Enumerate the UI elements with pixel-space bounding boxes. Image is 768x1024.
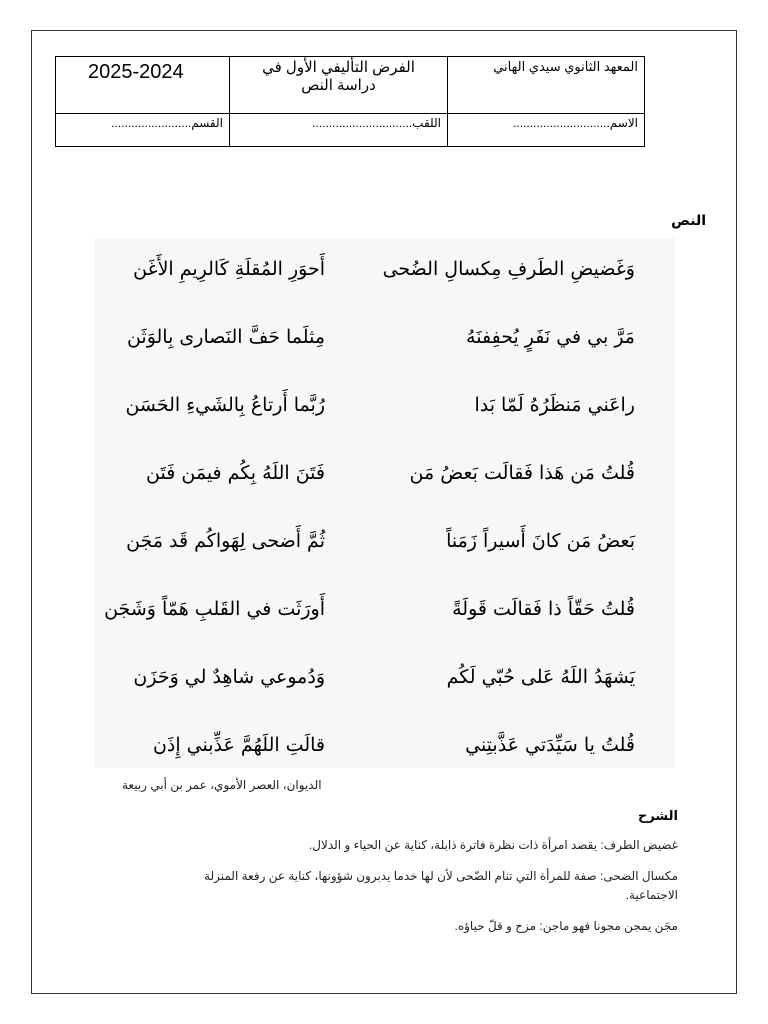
poem-source: الديوان، العصر الأموي، عمر بن أبي ربيعة [122, 778, 322, 792]
verse [95, 598, 675, 638]
school-name: المعهد الثانوي سيدي الهاني [448, 57, 645, 114]
explanation-section [150, 808, 678, 948]
verse [95, 258, 675, 298]
exam-title-line2: دراسة النص [301, 77, 376, 94]
verse-first-hemistich: قُلتُ حَقّاً ذا فَقالَت قَولَةً [452, 598, 635, 620]
school-year: 2025-2024 [56, 57, 230, 114]
verse-first-hemistich: بَعضُ مَن كانَ أَسيراً زَمَناً [446, 530, 635, 552]
verse-second-hemistich: وَدُموعي شاهِدٌ لي وَحَزَن [133, 666, 325, 688]
verse [95, 462, 675, 502]
name-field[interactable]: الاسم............................. [448, 114, 645, 147]
verse-first-hemistich: قُلتُ يا سَيِّدَتي عَذَّبتِني [465, 734, 635, 756]
explanation-item: غضيض الطرف: يقصد امرأة ذات نظرة فاترة ذابلة، كناية عن الحياء و الدلال. [308, 838, 678, 852]
verse-second-hemistich: قالَتِ اللَهُمَّ عَذِّبني إِذَن [152, 734, 325, 756]
verse [95, 530, 675, 570]
text-section-title: النص [671, 212, 706, 228]
verse-second-hemistich: رُبَّما أَرتاعُ بِالشَيءِ الحَسَن [125, 394, 325, 416]
verse [95, 734, 675, 774]
verse-first-hemistich: يَشهَدُ اللَهُ عَلى حُبّي لَكُم [446, 666, 635, 688]
verse-second-hemistich: ثُمَّ أَضحى لِهَواكُم قَد مَجَن [126, 530, 325, 552]
verse-second-hemistich: أَحوَرِ المُقلَةِ كَالرِيمِ الأَغَن [133, 258, 325, 280]
exam-title [230, 57, 448, 114]
verse-first-hemistich: قُلتُ مَن هَذا فَقالَت بَعضُ مَن [409, 462, 635, 484]
verse [95, 666, 675, 706]
explanation-title: الشرح [637, 808, 678, 823]
verse [95, 326, 675, 366]
explanation-item: مكسال الضحى: صفة للمرأة التي تنام الضّحى لأن لها خدما يدبرون شؤونها، كناية عن رفعة المنزلة الاجتماعية. [204, 869, 678, 902]
verse-second-hemistich: مِثلَما حَفَّ النَصارى بِالوَثَن [126, 326, 325, 348]
verse-second-hemistich: فَتَنَ اللَهُ بِكُم فيمَن فَتَن [146, 462, 325, 484]
poem-block [95, 238, 675, 768]
verse-first-hemistich: وَغَضيضِ الطَرفِ مِكسالِ الضُحى [382, 258, 635, 280]
explanation-item: مجَن يمجن مجونا فهو ماجن: مزح و قلّ حياؤه. [454, 919, 678, 933]
verse-first-hemistich: راعَني مَنظَرُهُ لَمّا بَدا [474, 394, 635, 416]
exam-title-line1: الفرض التأليفي الأول في [262, 59, 415, 76]
verse-second-hemistich: أَورَثَت في القَلبِ هَمّاً وَشَجَن [104, 598, 325, 620]
surname-field[interactable]: اللقب.............................. [230, 114, 448, 147]
verse [95, 394, 675, 434]
header-table [55, 56, 645, 147]
verse-first-hemistich: مَرَّ بي في نَفَرٍ يُحفِفنَهُ [466, 326, 635, 348]
class-field[interactable]: القسم........................ [56, 114, 230, 147]
